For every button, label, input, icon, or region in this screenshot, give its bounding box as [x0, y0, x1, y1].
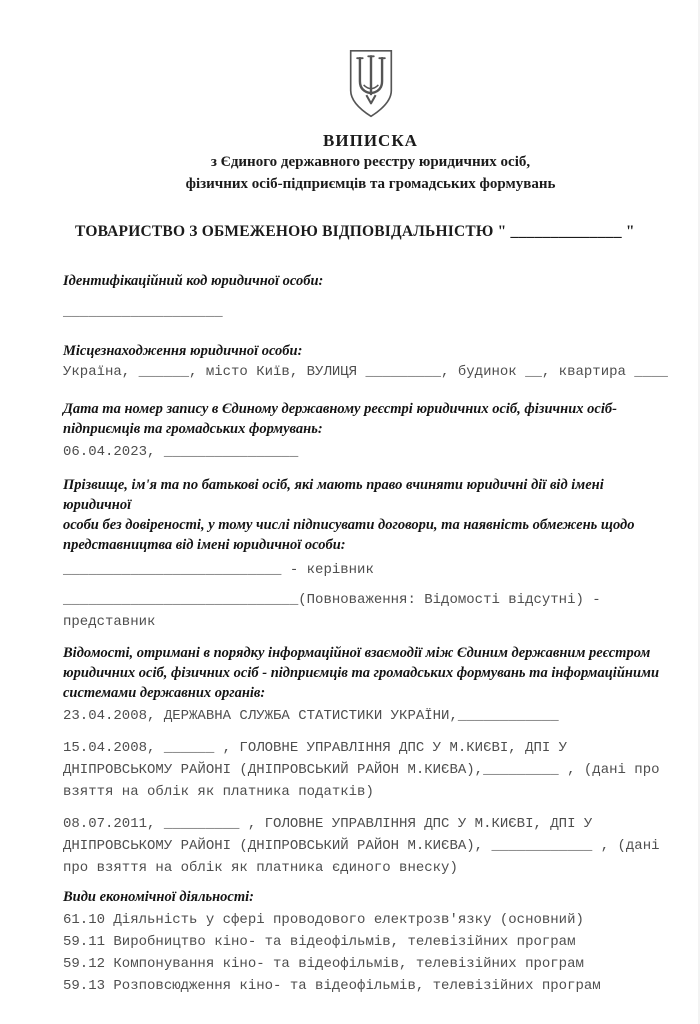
tax-record-2011-line-2: ДНІПРОВСЬКОМУ РАЙОНІ (ДНІПРОВСЬКИЙ РАЙОН М.КИЄВА), ____________ , (дані [63, 838, 660, 854]
section-activities [63, 887, 662, 997]
section-record-date-label-line-2: підприємців та громадських формувань: [63, 421, 323, 437]
section-authorized-persons-label-line-2: особи без довіреності, у тому числі підписувати договори, та наявність обмежень щодо [63, 517, 635, 533]
section-activities-label: Види економічної діяльності: [63, 889, 255, 905]
document-title: ВИПИСКА [323, 131, 418, 150]
tax-record-2008-line-3: взяття на облік як платника податків) [63, 784, 374, 800]
tax-record-2008-line-2: ДНІПРОВСЬКОМУ РАЙОНІ (ДНІПРОВСЬКИЙ РАЙОН М.КИЄВА),_________ , (дані про [63, 762, 660, 778]
company-name-line: ТОВАРИСТВО З ОБМЕЖЕНОЮ ВІДПОВІДАЛЬНІСТЮ " ______________ " [75, 223, 635, 240]
location-address-line: Україна, ______, місто Київ, ВУЛИЦЯ _________, будинок __, квартира ____ [63, 364, 668, 380]
section-authorized-persons-label-line-1: Прізвище, ім'я та по батькові осіб, які мають право вчиняти юридичні дії від імені юридичної [63, 477, 604, 513]
section-interagency-info-label-line-1: Відомості, отримані в порядку інформаційної взаємодії між Єдиним державним реєстром [63, 645, 651, 661]
section-id-code [63, 271, 662, 323]
statistics-service-record-line: 23.04.2008, ДЕРЖАВНА СЛУЖБА СТАТИСТИКИ УКРАЇНИ,____________ [63, 708, 559, 724]
activity-line-59-12: 59.12 Компонування кіно- та відеофільмів, телевізійних програм [63, 956, 584, 972]
section-record-date-label-line-1: Дата та номер запису в Єдиному державному реєстрі юридичних осіб, фізичних осіб- [63, 401, 617, 417]
id-code-blank-line: ___________________ [63, 304, 223, 320]
ukraine-trident-emblem-icon [343, 48, 399, 125]
section-location-label: Місцезнаходження юридичної особи: [63, 343, 303, 359]
tax-record-2008-line-1: 15.04.2008, ______ , ГОЛОВНЕ УПРАВЛІННЯ ДПС У М.КИЄВІ, ДПІ У [63, 740, 568, 756]
activity-line-61-10: 61.10 Діяльність у сфері проводового електрозв'язку (основний) [63, 912, 584, 928]
representative-line-2: представник [63, 614, 156, 630]
tax-record-2011-line-3: про взяття на облік як платника єдиного внеску) [63, 860, 458, 876]
section-id-code-label: Ідентифікаційний код юридичної особи: [63, 273, 324, 289]
section-authorized-persons [63, 475, 662, 633]
tax-record-2011-line-1: 08.07.2011, _________ , ГОЛОВНЕ УПРАВЛІННЯ ДПС У М.КИЄВІ, ДПІ У [63, 816, 593, 832]
section-location [63, 341, 668, 383]
section-interagency-info [63, 643, 662, 879]
section-interagency-info-label-line-3: системами державних органів: [63, 685, 266, 701]
section-record-date [63, 399, 662, 463]
document-subtitle-line-2: фізичних осіб-підприємців та громадських формувань [185, 176, 556, 192]
representative-line-1: ____________________________(Повноваження: Відомості відсутні) - [63, 592, 601, 608]
section-interagency-info-label-line-2: юридичних осіб, фізичних осіб - підприємців та громадських формувань та інформаційними [63, 665, 660, 681]
activity-line-59-13: 59.13 Розповсюдження кіно- та відеофільмів, телевізійних програм [63, 978, 601, 994]
director-line: __________________________ - керівник [63, 562, 374, 578]
section-authorized-persons-label-line-3: представництва від імені юридичної особи: [63, 537, 346, 553]
document-subtitle-line-1: з Єдиного державного реєстру юридичних осіб, [210, 154, 531, 170]
record-date-value-line: 06.04.2023, ________________ [63, 444, 299, 460]
activity-line-59-11: 59.11 Виробництво кіно- та відеофільмів, телевізійних програм [63, 934, 576, 950]
